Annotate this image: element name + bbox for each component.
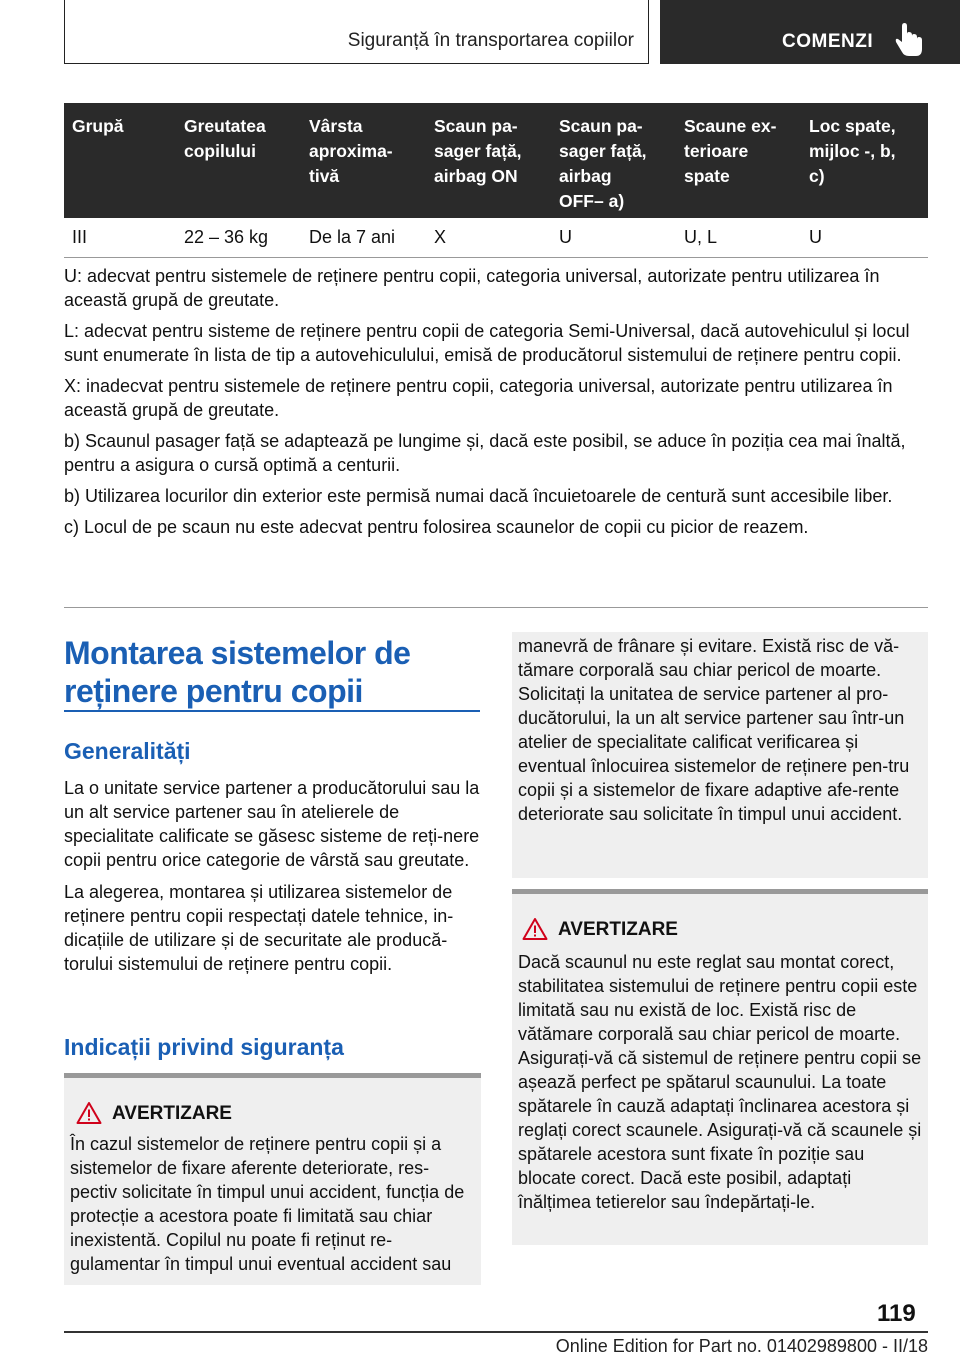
table-header xyxy=(64,103,928,218)
note: L: adecvat pentru sisteme de reținere pentru copii de categoria Semi-Universal, dacă autovehiculul și locul sunt enumerate în lista de tip a autovehiculului, emisă de producătorul sistemului de reținere pentru copii. xyxy=(64,321,910,365)
warning-title: AVERTIZARE xyxy=(112,1103,232,1124)
page-header xyxy=(0,0,960,66)
warning-text-continued: manevră de frânare și evitare. Există risc de vă-tămare corporală sau chiar pericol de moarte. Solicitați la unitatea de service partener al pro-ducătorului, la un alt service partener sau într-un atelier de specialitate calificat verificarea și eventual înlocuirea sistemelor de reținere pen-tru copii și a sistemelor de fixare adaptive afe-rente deteriorate sau solicitate în timpul unui accident. xyxy=(518,636,910,824)
table-cell: X xyxy=(434,227,447,247)
table-notes xyxy=(64,264,928,546)
page-number: 119 xyxy=(877,1300,916,1327)
hand-pointer-icon xyxy=(892,22,928,58)
general-text xyxy=(64,776,480,984)
note: b) Utilizarea locurilor din exterior este permisă numai dacă încuietoarele de centură sunt accesibile liber. xyxy=(64,486,893,506)
note: X: inadecvat pentru sistemele de reținere pentru copii, categoria universal, autorizate pentru utilizarea în această grupă de greutate. xyxy=(64,376,893,420)
edition-footer: Online Edition for Part no. 01402989800 - II/18 xyxy=(555,1336,928,1356)
table-cell: U, L xyxy=(684,227,718,247)
footer-rule xyxy=(64,1331,928,1333)
warning-title: AVERTIZARE xyxy=(558,919,678,940)
table-cell: De la 7 ani xyxy=(309,227,396,247)
subheading-general: Generalități xyxy=(64,738,191,764)
divider xyxy=(64,607,928,608)
note: U: adecvat pentru sistemele de reținere pentru copii, categoria universal, autorizate pentru utilizarea în această grupă de greutate. xyxy=(64,266,880,310)
col-header: Grupă xyxy=(72,116,124,136)
warning-box-1-continued xyxy=(512,632,928,878)
table-cell: U xyxy=(559,227,572,247)
heading-rule xyxy=(64,710,480,712)
col-header: Scaun pa- sager față, airbag OFF– a) xyxy=(559,116,647,211)
table-cell: U xyxy=(809,227,822,247)
section-tab xyxy=(64,0,649,64)
col-header: Loc spate, mijloc -, b, c) xyxy=(809,116,896,186)
table-row xyxy=(64,218,928,258)
note: c) Locul de pe scaun nu este adecvat pentru folosirea scaunelor de copii cu picior de reazem. xyxy=(64,517,809,537)
col-header: Vârsta aproxima- tivă xyxy=(309,116,393,186)
col-header: Greutatea copilului xyxy=(184,116,266,161)
warning-text: Dacă scaunul nu este reglat sau montat corect, stabilitatea sistemului de reținere pentru copii este limitată sau nu există de loc. Există risc de vătămare corporală sau chiar pericol de moarte. Asigurați-vă că sistemul de reținere pentru copii se așează perfect pe spătarul scaunului. La toate spătarele în cauză adaptați înclinarea acestora și reglați corect scaunele. Asigurați-vă că scaunele și spătarele acestora sunt fixate în poziție sau blocate corect. Dacă este posibil, adaptați înălțimea tetierelor sau îndepărtați-le. xyxy=(518,952,922,1212)
table-cell: 22 – 36 kg xyxy=(184,227,269,247)
warning-box-2 xyxy=(512,889,928,1245)
warning-bar xyxy=(64,1073,481,1078)
note: b) Scaunul pasager față se adaptează pe lungime și, dacă este posibil, se aduce în poziția cea mai înaltă, pentru a asigura o cursă optimă a centurii. xyxy=(64,431,906,475)
warning-text: În cazul sistemelor de reținere pentru copii și a sistemelor de fixare aferente deteriorate, res-pectiv solicitate în timpul unui accident, funcția de protecție a acestora poate fi limitată sau chiar inexistentă. Copilul nu poate fi reținut re-gulamentar în timpul unui eventual accident sau xyxy=(70,1134,465,1274)
warning-box-1 xyxy=(64,1073,481,1285)
subheading-safety: Indicații privind siguranța xyxy=(64,1034,344,1060)
col-header: Scaun pa- sager față, airbag ON xyxy=(434,116,522,186)
warning-bar xyxy=(512,889,928,894)
paragraph: La alegerea, montarea și utilizarea sistemelor de reținere pentru copii respectați datele tehnice, in-dicațiile de utilizare și de securitate ale producă-torului sistemului de reținere pentru copii. xyxy=(64,882,454,974)
section-title: Siguranță în transportarea copiilor xyxy=(347,30,634,51)
paragraph: La o unitate service partener a producătorului sau la un alt service partener sau în atelierele de specialitate calificate se găsesc sisteme de reți-nere copii pentru orice categorie de vârstă sau greutate. xyxy=(64,778,480,870)
warning-triangle-icon xyxy=(522,917,548,941)
chapter-title: COMENZI xyxy=(782,31,874,52)
col-header: Scaune ex- terioare spate xyxy=(684,116,777,186)
child-seat-table xyxy=(64,103,928,258)
table-cell: III xyxy=(72,227,88,247)
warning-triangle-icon xyxy=(76,1101,102,1125)
section-heading: Montarea sistemelor de reținere pentru copii xyxy=(64,635,411,709)
